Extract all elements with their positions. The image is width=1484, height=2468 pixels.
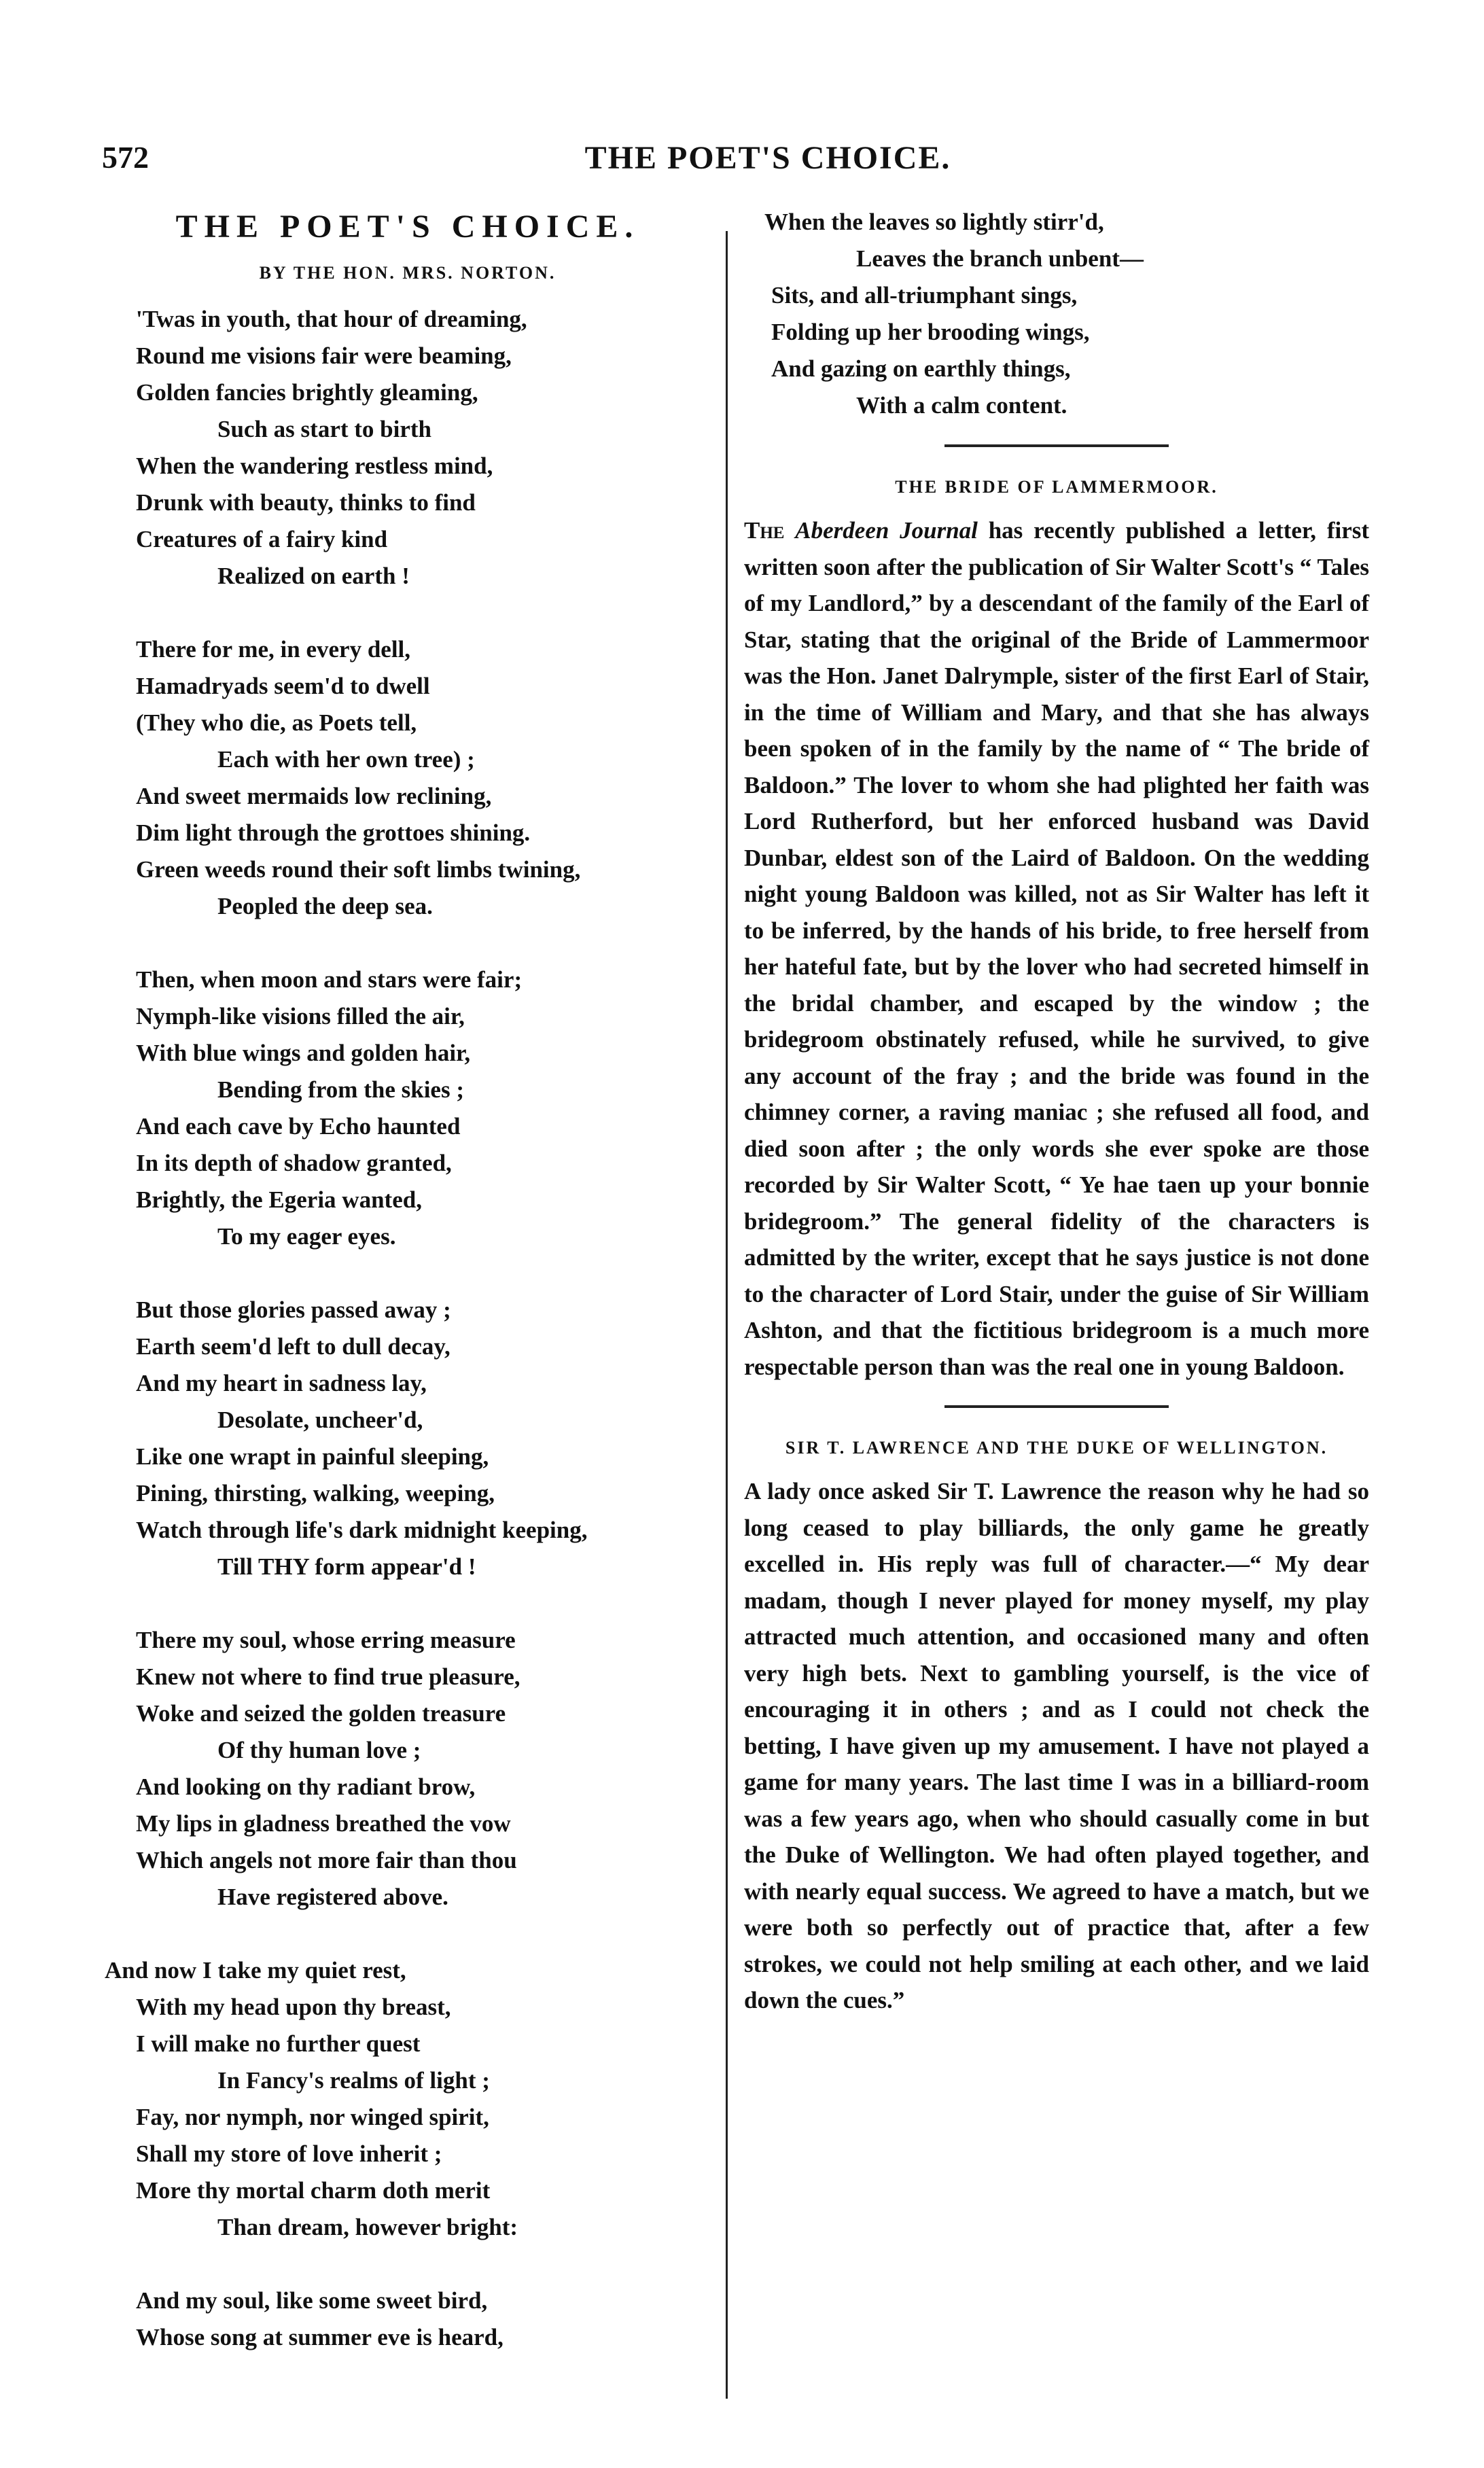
poem-line: Whose song at summer eve is heard, (136, 2324, 504, 2350)
poem-line: There my soul, whose erring measure (136, 1627, 516, 1653)
poem-line: Such as start to birth (217, 416, 432, 442)
poem-line: Brightly, the Egeria wanted, (136, 1186, 422, 1213)
poem-line: But those glories passed away ; (136, 1297, 451, 1323)
column-divider (726, 231, 728, 2399)
poem-line: Peopled the deep sea. (217, 893, 433, 919)
bride-text: has recently published a letter, first written soon after the publication of Sir Walter Scott's “ Tales of my Landlord,” by a descendant of the family of the Earl of Star, stating that the original of the Bride of Lammermoor was the Hon. Janet Dalrymple, sister of the first Earl of Stair, in the time of William and Mary, and that she has always been spoken of in the family by the name of “ The bride of Baldoon.” The lover to whom she had plighted her faith was Lord Rutherford, but her enforced husband was David Dunbar, eldest son of the Laird of Baldoon. On the wedding night young Baldoon was killed, not as Sir Walter has left it to be inferred, by the hands of his bride, to free herself from her hateful fate, but by the lover who had secreted himself in the bridal chamber, and escaped by the window ; the bridegroom obstinately refused, while he survived, to give any account of the fray ; and the bride was found in the chimney corner, a raving maniac ; she refused all food, and died soon after ; the only words she ever spoke are those recorded by Sir Walter Scott, “ Ye hae taen up your bonnie bridegroom.” The general fidelity of the characters is admitted by the writer, except that he says justice is not done to the character of Lord Stair, under the guise of Sir William Ashton, and that the fictitious bridegroom is a much more respectable person than was the real one in young Baldoon. (744, 517, 1370, 1380)
poem-line: Like one wrapt in painful sleeping, (136, 1443, 489, 1470)
poem-line: More thy mortal charm doth merit (136, 2177, 491, 2204)
poem-stanza (102, 2282, 713, 2356)
poem-stanza (102, 1622, 713, 1916)
poem-stanza (102, 1292, 713, 1585)
poem-line: Nymph-like visions filled the air, (136, 1003, 465, 1029)
running-head: THE POET'S CHOICE. (584, 140, 951, 176)
poem-line: With blue wings and golden hair, (136, 1040, 471, 1066)
poem-line: Than dream, however bright: (217, 2214, 518, 2240)
poem-line: In Fancy's realms of light ; (217, 2067, 490, 2094)
poem-line: Sits, and all-triumphant sings, (771, 282, 1078, 308)
poem-line: I will make no further quest (136, 2030, 421, 2057)
poem-stanzas (102, 301, 713, 2356)
poem-stanza (102, 962, 713, 1255)
poem-stanza (102, 301, 713, 595)
poem-line: And my heart in sadness lay, (136, 1370, 427, 1396)
journal-name: Aberdeen Journal (795, 517, 978, 544)
poem-line: Desolate, uncheer'd, (217, 1407, 423, 1433)
poem-line: Of thy human love ; (217, 1737, 421, 1763)
poem-line: Dim light through the grottoes shining. (136, 819, 531, 846)
poem-line: Golden fancies brightly gleaming, (136, 379, 478, 406)
poem-line: Each with her own tree) ; (217, 746, 475, 773)
poem-line: Which angels not more fair than thou (136, 1847, 517, 1873)
poem-line: Round me visions fair were beaming, (136, 342, 512, 369)
bride-article (744, 512, 1369, 1385)
poem-line: (They who die, as Poets tell, (136, 709, 417, 736)
poem-byline: BY THE HON. MRS. NORTON. (259, 263, 556, 283)
left-column (102, 204, 713, 2393)
poem-line: And gazing on earthly things, (771, 355, 1071, 382)
poem-line: And looking on thy radiant brow, (136, 1774, 476, 1800)
poem-line: My lips in gladness breathed the vow (136, 1810, 511, 1837)
poem-line: Woke and seized the golden treasure (136, 1700, 506, 1727)
poem-stanza (102, 1952, 713, 2246)
lawrence-article: A lady once asked Sir T. Lawrence the reason why he had so long ceased to play billiards, the only game he greatly excelled in. His reply was full of character.—“ My dear madam, though I never played for money myself, my play attracted much attention, and occasioned many and often very high bets. Next to gambling yourself, is the vice of encouraging it in others ; and as I could not check the betting, I have given up my amusement. I have not played a game for many years. The last time I was in a billiard-room was a few years ago, when who should casually come in but the Duke of Wellington. We had often played together, and with nearly equal success. We agreed to have a match, but we were both so perfectly out of practice that, after a few strokes, we could not help smiling at each other, and we laid down the cues.” (744, 1478, 1369, 2013)
poem-line: And my soul, like some sweet bird, (136, 2287, 488, 2314)
section-divider (944, 1405, 1169, 1408)
poem-line: Pining, thirsting, walking, weeping, (136, 1480, 495, 1506)
poem-line: And now I take my quiet rest, (105, 1957, 406, 1984)
lawrence-title: SIR T. LAWRENCE AND THE DUKE OF WELLINGTON. (785, 1438, 1328, 1458)
poem-line: When the wandering restless mind, (136, 453, 493, 479)
poem-line: To my eager eyes. (217, 1223, 396, 1250)
poem-line: Bending from the skies ; (217, 1076, 464, 1103)
poem-line: Hamadryads seem'd to dwell (136, 673, 430, 699)
right-column (744, 204, 1369, 2019)
poem-line: With a calm content. (856, 392, 1067, 419)
poem-line: And each cave by Echo haunted (136, 1113, 461, 1140)
poem-continuation (744, 204, 1369, 424)
poem-line: Creatures of a fairy kind (136, 526, 388, 552)
poem-line: When the leaves so lightly stirr'd, (764, 209, 1104, 235)
poem-line: 'Twas in youth, that hour of dreaming, (136, 306, 527, 332)
poem-line: And sweet mermaids low reclining, (136, 783, 492, 809)
poem-line: Till THY form appear'd ! (217, 1553, 476, 1580)
poem-line: Leaves the branch unbent— (856, 245, 1144, 272)
poem-line: Knew not where to find true pleasure, (136, 1663, 520, 1690)
poem-line: There for me, in every dell, (136, 636, 411, 663)
page-header (102, 139, 1434, 187)
poem-line: With my head upon thy breast, (136, 1994, 451, 2020)
poem-line: Shall my store of love inherit ; (136, 2140, 442, 2167)
poem-line: Drunk with beauty, thinks to find (136, 489, 476, 516)
poem-line: Realized on earth ! (217, 563, 410, 589)
poem-line: Watch through life's dark midnight keeping, (136, 1517, 588, 1543)
poem-line: Have registered above. (217, 1884, 448, 1910)
poem-line: Then, when moon and stars were fair; (136, 966, 523, 993)
section-divider (944, 444, 1169, 447)
poem-line: Green weeds round their soft limbs twining, (136, 856, 581, 883)
poem-stanza (102, 631, 713, 925)
poem-title: THE POET'S CHOICE. (175, 209, 640, 245)
poem-line: Folding up her brooding wings, (771, 319, 1090, 345)
page-number: 572 (102, 140, 149, 175)
bride-lead-word: The (744, 517, 785, 544)
poem-line: Fay, nor nymph, nor winged spirit, (136, 2104, 489, 2130)
bride-title: THE BRIDE OF LAMMERMOOR. (895, 477, 1218, 497)
poem-line: In its depth of shadow granted, (136, 1150, 452, 1176)
poem-line: Earth seem'd left to dull decay, (136, 1333, 450, 1360)
